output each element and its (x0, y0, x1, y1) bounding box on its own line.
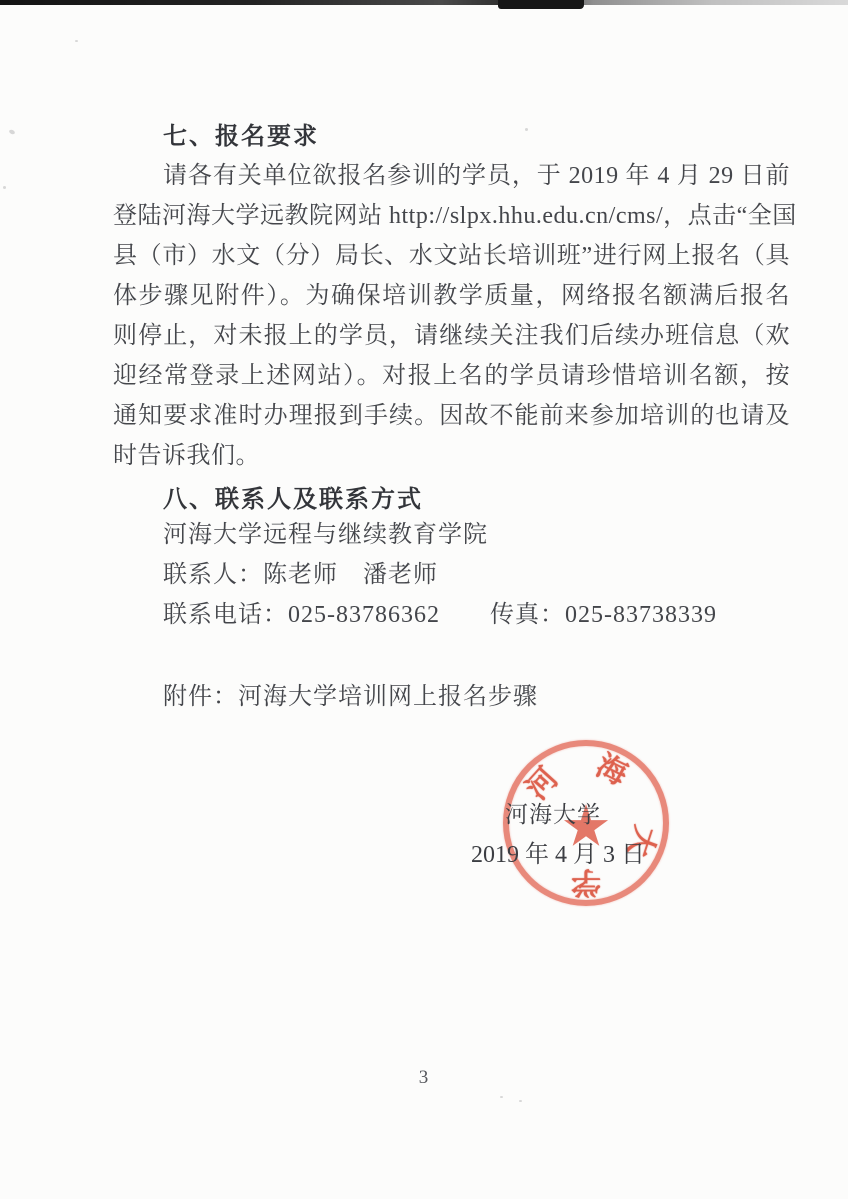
para-line: 体步骤见附件）。为确保培训教学质量，网络报名额满后报名 (113, 283, 790, 309)
seal-ring-char: 海 (590, 749, 633, 792)
para-line: 则停止，对未报上的学员，请继续关注我们后续办班信息（欢 (113, 323, 790, 349)
scan-speck (8, 129, 15, 135)
scan-speck (519, 1100, 522, 1102)
phone-fax-line: 联系电话：025-83786362 传真：025-83738339 (163, 602, 717, 628)
scan-edge-blob (498, 0, 584, 9)
scan-speck (500, 1096, 503, 1098)
signature-org: 河海大学 (505, 802, 601, 827)
scan-speck (3, 186, 6, 189)
para-line: 县（市）水文（分）局长、水文站长培训班”进行网上报名（具 (113, 243, 790, 269)
section7-heading: 七、报名要求 (163, 124, 319, 150)
signature-date: 2019 年 4 月 3 日 (471, 842, 645, 868)
scan-edge-band (0, 0, 848, 5)
seal-ring-char: 学 (571, 865, 601, 898)
scan-speck (525, 128, 528, 131)
page-number: 3 (418, 1067, 430, 1088)
seal-ring-char: 河 (520, 761, 565, 807)
para-line: 登陆河海大学远教院网站 http://slpx.hhu.edu.cn/cms/，点击“全国 (113, 203, 797, 229)
contact-persons-line: 联系人：陈老师 潘老师 (163, 562, 438, 588)
scan-speck (75, 40, 78, 42)
organization-line: 河海大学远程与继续教育学院 (163, 522, 488, 548)
para-line: 请各有关单位欲报名参训的学员，于 2019 年 4 月 29 日前 (163, 163, 790, 189)
section8-heading: 八、联系人及联系方式 (163, 487, 423, 513)
para-line: 时告诉我们。 (113, 443, 260, 469)
para-line: 通知要求准时办理报到手续。因故不能前来参加培训的也请及 (113, 403, 790, 429)
para-line: 迎经常登录上述网站）。对报上名的学员请珍惜培训名额，按 (113, 363, 790, 389)
seal-ring-char: 大 (621, 821, 662, 861)
attachment-note: 附件：河海大学培训网上报名步骤 (163, 684, 538, 710)
